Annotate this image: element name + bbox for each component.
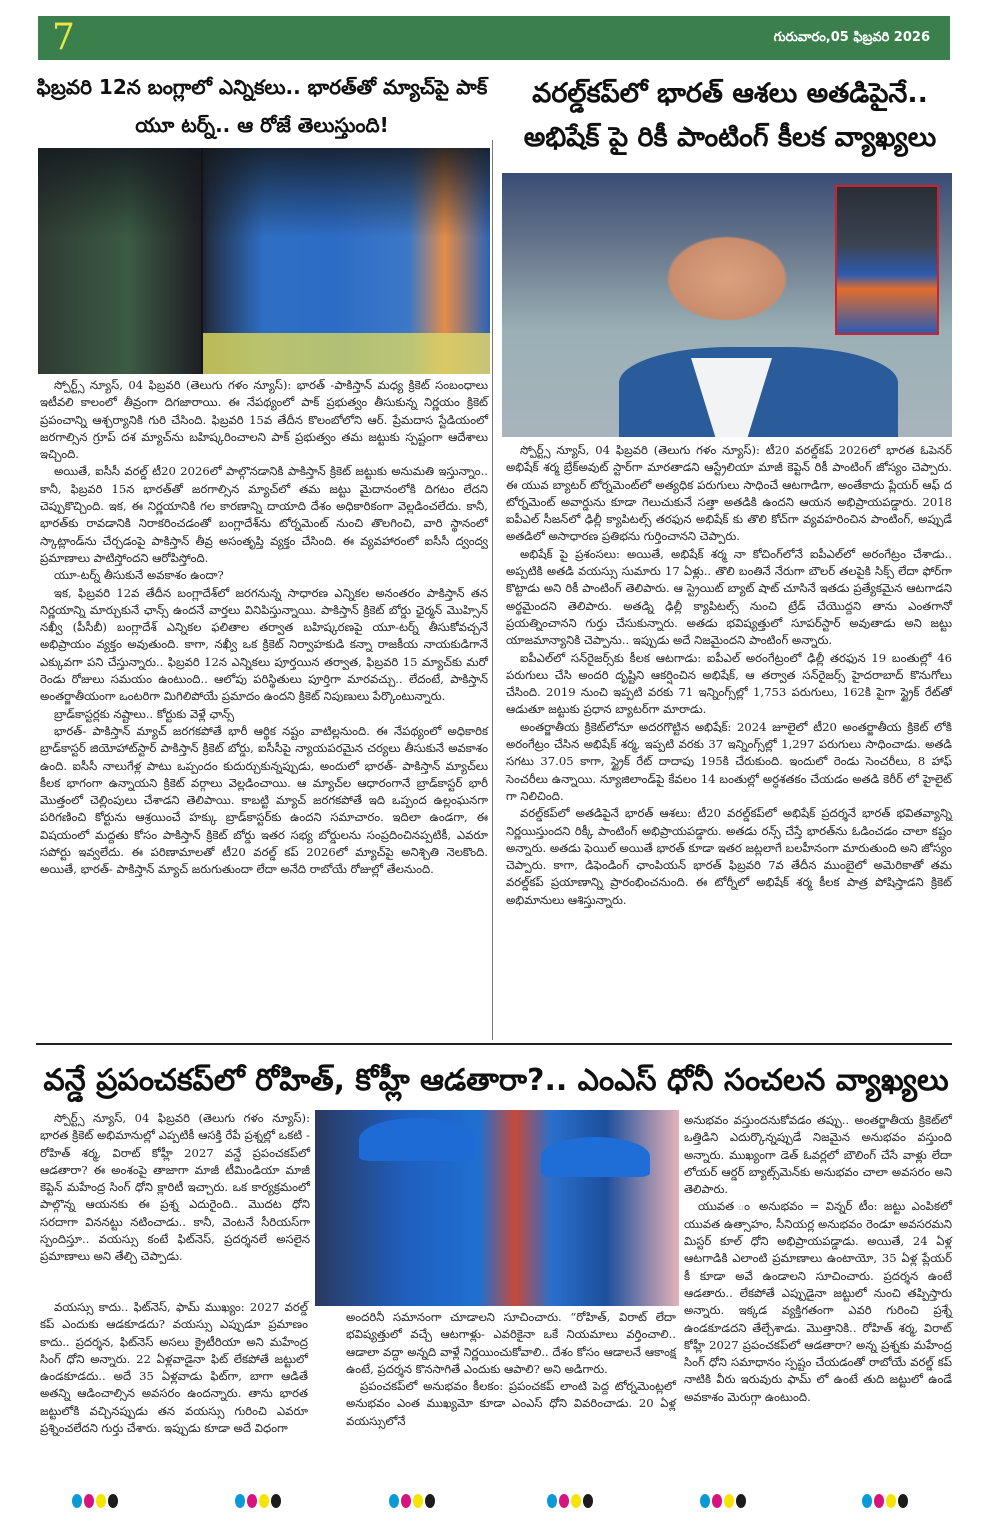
- cmyk-dot-icon: [271, 1494, 281, 1508]
- article-bottom-col1: [40, 1110, 310, 1266]
- cmyk-dot-icon: [235, 1494, 245, 1508]
- cmyk-dot-icon: [247, 1494, 257, 1508]
- cmyk-dot-icon: [898, 1494, 908, 1508]
- cmyk-dot-icon: [886, 1494, 896, 1508]
- article-right-headline: వరల్డ్‌కప్‌లో భారత్ ఆశలు అతడిపైనే.. అభిషేక్ పై రికీ పాంటింగ్ కీలక వ్యాఖ్యలు: [523, 78, 937, 153]
- paragraph: అంతర్జాతీయ క్రికెట్‌లోనూ అదరగొట్టిన అభిషేక్: 2024 జూలైలో టీ20 అంతర్జాతీయ క్రికెట్ లోకి అరంగేట్రం చేసిన అభిషేక్ శర్మ, ఇప్పటి వరకు 37 ఇన్నింగ్స్‌ల్లో 1,297 పరుగులు సాధించాడు. అతడి సగటు 37.05 కాగా, స్ట్రైక్ రేట్ దాదాపు 195కి చేరుకుంది. ఇందులో రెండు సెంచరీలు, 8 హాఫ్ సెంచరీలు ఉన్నాయి. న్యూజిలాండ్‌పై కేవలం 14 బంతుల్లో అర్ధశతకం చేయడం అతడి కెరీర్ లో హైలైట్ గా నిలిచింది.: [506, 719, 952, 803]
- issue-date: గురువారం,05 ఫిబ్రవరి 2026: [773, 30, 930, 45]
- paragraph: ఐపీఎల్‌లో సన్‌రైజర్స్‌కు కీలక ఆటగాడు: ఐపీఎల్ అరంగేట్రంలో ఢిల్లీ తరఫున 19 బంతుల్లో 46 పరుగులు చేసి అందరి దృష్టిని ఆకర్షించిన అభిషేక్, ఆ తర్వాత సన్‌రైజర్స్ హైదరాబాద్ కొనుగోలు చేసింది. 2019 నుంచి ఇప్పటి వరకు 71 ఇన్నింగ్స్‌ల్లో 1,753 పరుగులు, 162కి పైగా స్ట్రైక్ రేట్‌తో ఆడుతూ జట్టుకు ప్రధాన బ్యాటర్‌గా మారాడు.: [506, 650, 952, 717]
- article-left-headline: ఫిబ్రవరి 12న బంగ్లాలో ఎన్నికలు.. భారత్‌తో మ్యాచ్‌పై పాక్ యూ టర్న్.. ఆ రోజే తెలుస్తుంది!: [36, 75, 488, 137]
- inset-player-photo: [835, 185, 939, 335]
- cmyk-dot-icon: [389, 1494, 399, 1508]
- paragraph: యువత ం అనుభవం = విన్నర్ టీం: జట్టు ఎంపికలో యువత ఉత్సాహం, సీనియర్ల అనుభవం రెండూ అవసరమని మిస్టర్ కూల్ ధోని అభిప్రాయపడ్డాడు. అయితే, 24 ఏళ్ల ఆటగాడికి ఎలాంటి ప్రమాణాలు ఉంటాయో, 35 ఏళ్ల ప్లేయర్ కీ కూడా అవే ఉండాలని సూచించారు. ప్రదర్శన ఉంటే ఆడతారు.. లేకపోతే ఎప్పుడైనా జట్టులో నుంచి తప్పిస్తారు అన్నారు. ఇక్కడ వ్యక్తిగతంగా ఎవరి గురించి ప్రశ్నే ఉండకూడదని తేల్చేశాడు. మొత్తానికి.. రోహిత్ శర్మ, విరాట్ కోహ్లీ 2027 ప్రపంచకప్‌లో ఆడతారా? అన్న ప్రశ్నకు మహేంద్ర సింగ్ ధోని సమాధానం స్పష్టం చేయడంతో రాబోయే వరల్డ్ కప్ నాటికి వీరు ఇరువురు ఫామ్ లో ఉంటే తుది జట్టులో ఉండే అవకాశం మెరుగ్గా ఉంటుంది.: [684, 1199, 952, 1404]
- article-right-body: [506, 442, 952, 909]
- cmyk-dot-icon: [96, 1494, 106, 1508]
- subheading: యూ-టర్న్ తీసుకునే అవకాశం ఉందా?: [54, 568, 224, 583]
- paragraph: వరల్డ్‌కప్‌లో అతడిపైనే భారత్ ఆశలు: టీ20 వరల్డ్‌కప్‌లో అభిషేక్ ప్రదర్శనే భారత్ భవితవ్యాన్ని నిర్ణయిస్తుందని రిక్కీ పాంటింగ్ అభిప్రాయపడ్డారు. అతడు రన్స్ చేస్తే భారత్‌ను ఓడించడం చాలా కష్టం అన్నారు. అతడు ఫెయిల్ అయితే భారత్ కూడా ఇతర జట్లలాగే బలహీనంగా మారుతుంది అని జోస్యం చెప్పారు. కాగా, డిఫెండింగ్ ఛాంపియన్ భారత్ ఫిబ్రవరి 7వ తేదీన ముంబైలో అమెరికాతో తమ వరల్డ్‌కప్ ప్రయాణాన్ని ప్రారంభించనుంది. ఈ టోర్నీలో అభిషేక్ శర్మ కీలక పాత్ర పోషిస్తాడని క్రికెట్ అభిమానులు ఆశిస్తున్నారు.: [506, 806, 952, 907]
- cmyk-dot-icon: [700, 1494, 710, 1508]
- cmyk-dot-icon: [84, 1494, 94, 1508]
- article-bottom-headline: వన్డే ప్రపంచకప్‌లో రోహిత్, కోహ్లీ ఆడతారా?.. ఎంఎస్ ధోనీ సంచలన వ్యాఖ్యలు: [43, 1063, 949, 1098]
- paragraph: అభిషేక్ పై ప్రశంసలు: అయితే, అభిషేక్ శర్మ నా కోచింగ్‌లోనే ఐపీఎల్‌లో అరంగేట్రం చేశాడు.. అప్పటికి అతడి వయస్సు సుమారు 17 ఏళ్లు.. తొలి బంతినే నేరుగా బౌలర్ తలపైకి సిక్స్ లేదా ఫోర్‌గా కొట్టాడు అని రికీ పాంటింగ్ తెలిపారు. ఆ స్ట్రెయిట్ బ్యాట్ షాట్ చూసినే ఇతడు ప్రత్యేకమైన ఆటగాడని అర్థమైందని తెలిపారు. అతడ్ని ఢిల్లీ క్యాపిటల్స్ నుంచి ట్రేడ్ చేయొద్దని తాను ఎంతగానో ప్రయత్నించానని గుర్తు చేసుకున్నారు. అతడు భవిష్యత్తులో సూపర్‌స్టార్ అవుతాడు అని జట్టు యాజమాన్యానికి చెప్పాను.. ఇప్పుడు అదే నిజమైందని పాంటింగ్ అన్నారు.: [506, 546, 952, 648]
- cmyk-dot-icon: [583, 1494, 593, 1508]
- subheading: బ్రాడ్‌కాస్టర్లకు నష్టాలు.. కోర్టుకు వెళ్లే ఛాన్స్: [54, 706, 235, 721]
- cmyk-dot-icon: [874, 1494, 884, 1508]
- cmyk-dot-icon: [108, 1494, 118, 1508]
- cmyk-dot-group: [547, 1494, 593, 1508]
- paragraph: అందరినీ సమానంగా చూడాలని సూచించారు. “రోహిత్, విరాట్ లేదా భవిష్యత్తులో వచ్చే ఆటగాళ్లు- ఎవరికైనా ఒకే నియమాలు వర్తించాలి.. ఆడాలా వద్దా అన్నది వాళ్లే నిర్ణయించుకోవాలి.. దేశం కోసం ఆడాలనే ఆకాంక్ష ఉంటే, ప్రదర్శన కొనసాగితే ఎందుకు ఆపాలి? అని అడిగారు.: [346, 1310, 676, 1376]
- paragraph: వయస్సు కాదు.. ఫిట్‌నెస్, ఫామ్ ముఖ్యం: 2027 వరల్డ్ కప్ ఎందుకు ఆడకూడదు? వయస్సు ఎప్పుడూ ప్రమాణం కాదు.. ప్రదర్శన, ఫిట్‌నెస్ అసలు క్రైటీరియా అని మహేంద్ర సింగ్ ధోని అన్నారు. 22 ఏళ్లవాడైనా ఫిట్ లేకపోతే జట్టులో ఉండకూడదు.. అదే 35 ఏళ్లవాడు ఫిట్‌గా, బాగా ఆడితే అతన్ని ఆడించాల్సిన అవసరం ఉందన్నారు. తాను భారత జట్టులోకి వచ్చినప్పుడు తన వయస్సు గురించి ఎవరూ ప్రశ్నించలేదని గుర్తు చేశారు. ఇప్పుడు కూడా అదే విధంగా: [40, 1300, 308, 1436]
- cmyk-dot-icon: [72, 1494, 82, 1508]
- cmyk-dot-group: [862, 1494, 908, 1508]
- paragraph: అయితే, ఐసీసీ వరల్డ్ టీ20 2026లో పాల్గొనడానికి పాకిస్తాన్ క్రికెట్ జట్టుకు అనుమతి ఇస్తున్నాం.. కానీ, ఫిబ్రవరి 15న భారత్‌తో జరగాల్సిన మ్యాచ్‌లో తమ జట్టు మైదానంలోకి దిగటం లేదని చెప్పుకొచ్చింది. ఇక, ఈ నిర్ణయానికి గల కారణాన్ని దాయాది దేశం అధికారికంగా వెల్లడించలేదు. కానీ, భారత్‌కు రావడానికి నిరాకరించడంతో బంగ్లాదేశ్‌ను టోర్నమెంట్ నుంచి తొలగించి, వారి స్థానంలో స్కాట్లాండ్‌ను చేర్చడంపై పాకిస్తాన్ తీవ్ర అసంతృప్తి వ్యక్తం చేసింది. ఈ వ్యవహారంలో ఐసీసీ ద్వంద్వ ప్రమాణాలు పాటిస్తోందని ఆరోపిస్తోంది.: [40, 464, 488, 565]
- section-divider: [36, 1043, 952, 1045]
- cmyk-dot-group: [72, 1494, 118, 1508]
- paragraph: అనుభవం వస్తుందనుకోవడం తప్పు.. అంతర్జాతీయ క్రికెట్‌లో ఒత్తిడిని ఎదుర్కొన్నప్పుడే నిజమైన అనుభవం వస్తుంది అన్నారు. ముఖ్యంగా డెత్ ఓవర్లలో బౌలింగ్ చేసే వాళ్లు లేదా లోయర్ ఆర్డర్ బ్యాట్స్‌మెన్‌కు అనుభవం చాలా అవసరం అని తెలిపారు.: [684, 1113, 952, 1197]
- article-bottom-col1-lower: [40, 1299, 308, 1437]
- cmyk-dot-icon: [736, 1494, 746, 1508]
- cmyk-dot-icon: [425, 1494, 435, 1508]
- article-bottom-photo: [315, 1110, 679, 1306]
- cmyk-dot-icon: [724, 1494, 734, 1508]
- paragraph: స్పోర్ట్స్ న్యూస్, 04 ఫిబ్రవరి (తెలుగు గళం న్యూస్): టీ20 వరల్డ్‌కప్ 2026లో భారత ఓపెనర్ అభిషేక్ శర్మ బ్రేక్‌అవుట్ స్టార్‌గా మారతాడని ఆస్ట్రేలియా మాజీ కెప్టెన్ రికీ పాంటింగ్ జోస్యం చెప్పారు. ఈ యువ బ్యాటర్ టోర్నమెంట్‌లో అత్యధిక పరుగులు సాధించే ఆటగాడిగా, అంతేకాదు ప్లేయర్ ఆఫ్ ద టోర్నమెంట్ అవార్డును కూడా గెలుచుకునే సత్తా అతడికి ఉందని ఆయన అభిప్రాయపడ్డారు. 2018 ఐపీఎల్ సీజన్‌లో ఢిల్లీ క్యాపిటల్స్ తరఫున అభిషేక్ కు తొలి కోచ్‌గా వ్యవహరించిన పాంటింగ్, అప్పుడే అతడిలో అసాధారణ ప్రతిభను గుర్తించానని చెప్పారు.: [506, 443, 952, 544]
- cmyk-dot-icon: [547, 1494, 557, 1508]
- cmyk-dot-icon: [559, 1494, 569, 1508]
- paragraph: భారత్- పాకిస్తాన్ మ్యాచ్ జరగకపోతే భారీ ఆర్థిక నష్టం వాటిల్లనుంది. ఈ నేపథ్యంలో అధికారిక బ్రాడ్‌కాస్టర్ జియోహాట్‌స్టార్ పాకిస్తాన్ క్రికెట్ బోర్డు, ఐసీసీపై న్యాయపరమైన చర్యలు తీసుకునే అవకాశం ఉంది. ఐసీసీ నాలుగేళ్ల పాటు ఒప్పందం కుదుర్చుకున్నప్పుడు, అందులో భారత్- పాకిస్తాన్ మ్యాచ్‌లు కీలక భాగంగా ఉన్నాయని క్రికెట్ వర్గాలు వెల్లడించాయి. ఆ మ్యాచ్‌ల ఆధారంగానే బ్రాడ్‌కాస్టర్ భారీ మొత్తంలో చెల్లింపులు చేశాడని తెలిపాయి. కాబట్టి మ్యాచ్ జరగకపోతే ఇది ఒప్పంద ఉల్లంఘనగా పరిగణించి కోర్టును ఆశ్రయించే హక్కు బ్రాడ్‌కాస్టర్‌కు ఉందని సమాచారం. ఇదిలా ఉండగా, ఈ విషయంలో మద్దతు కోసం పాకిస్తాన్ క్రికెట్ బోర్డు ఇతర సభ్య బోర్డులను సంప్రదించినప్పటికీ, ఎవరూ సపోర్టు ఇవ్వలేదు. ఈ పరిణామాలతో టీ20 వరల్డ్ కప్ 2026లో మ్యాచ్‌పై అనిశ్చితి నెలకొంది. అయితే, భారత్- పాకిస్తాన్ మ్యాచ్ జరుగుతుందా లేదా అనేది రాబోయే రోజుల్లో తేలనుంది.: [40, 723, 488, 877]
- cmyk-dot-icon: [401, 1494, 411, 1508]
- article-left-photo: [38, 148, 490, 374]
- article-left-body: [40, 377, 488, 879]
- article-bottom-col2: [346, 1309, 676, 1430]
- cmyk-dot-icon: [712, 1494, 722, 1508]
- paragraph: స్పోర్ట్స్ న్యూస్, 04 ఫిబ్రవరి (తెలుగు గళం న్యూస్): భారత క్రికెట్ అభిమానుల్లో ఎప్పటికీ ఆసక్తి రేపే ప్రశ్నల్లో ఒకటి - రోహిత్ శర్మ, విరాట్ కోహ్లీ 2027 వన్డే ప్రపంచకప్‌లో ఆడతారా? ఈ అంశంపై తాజాగా మాజీ టీమిండియా మాజీ కెప్టెన్ మహేంద్ర సింగ్ ధోని క్లారిటీ ఇచ్చారు. ఒక కార్యక్రమంలో పాల్గొన్న ఆయనకు ఈ ప్రశ్న ఎదురైంది.. మొదట ధోని సరదాగా విననట్టు నటించాడు.. కానీ, వెంటనే సీరియస్‌గా స్పందిస్తూ.. వయస్సు కంటే ఫిట్‌నెస్, ప్రదర్శనలే అసలైన ప్రమాణాలు అని తేల్చి చెప్పాడు.: [40, 1111, 310, 1264]
- cmyk-dot-icon: [862, 1494, 872, 1508]
- paragraph: ప్రపంచకప్‌లో అనుభవం కీలకం: ప్రపంచకప్ లాంటి పెద్ద టోర్నమెంట్లలో అనుభవం ఎంత ముఖ్యమో కూడా ఎంఎస్ ధోని వివరించాడు. 20 ఏళ్ల వయస్సులోనే: [346, 1379, 676, 1428]
- column-divider: [492, 140, 493, 1040]
- cmyk-dot-group: [235, 1494, 281, 1508]
- article-bottom-col3: [684, 1112, 952, 1406]
- cmyk-dot-icon: [571, 1494, 581, 1508]
- paragraph: స్పోర్ట్స్ న్యూస్, 04 ఫిబ్రవరి (తెలుగు గళం న్యూస్): భారత్ -పాకిస్తాన్ మధ్య క్రికెట్ సంబంధాలు ఇటీవలి కాలంలో తీవ్రంగా దిగజారాయి. ఈ నేపథ్యంలో పాక్ ప్రభుత్వం తీసుకున్న నిర్ణయం క్రికెట్ ప్రపంచాన్ని ఆశ్చర్యానికి గురి చేసింది. ఫిబ్రవరి 15వ తేదీన కొలంబోలోని ఆర్. ప్రేమదాస స్టేడియంలో జరగాల్సిన గ్రూప్ దశ మ్యాచ్‌ను బహిష్కరించాలని పాక్ ప్రభుత్వం తమ జట్టుకు స్పష్టంగా ఆదేశాలు ఇచ్చింది.: [40, 378, 488, 462]
- cmyk-dot-icon: [413, 1494, 423, 1508]
- page-number: 7: [52, 17, 75, 58]
- cmyk-dot-group: [389, 1494, 435, 1508]
- cmyk-dot-icon: [259, 1494, 269, 1508]
- cmyk-dot-group: [700, 1494, 746, 1508]
- masthead-bar: [38, 16, 950, 60]
- paragraph: ఇక, ఫిబ్రవరి 12వ తేదీన బంగ్లాదేశ్‌లో జరగనున్న సాధారణ ఎన్నికల అనంతరం పాకిస్తాన్ తన నిర్ణయాన్ని మార్చుకునే ఛాన్స్ ఉందనే వార్తలు వినిపిస్తున్నాయి. పాకిస్తాన్ క్రికెట్ బోర్డు ఛైర్మన్ మొహ్సిన్ నఖ్వీ (పీసీబీ) బంగ్లాదేశ్ ఎన్నికల ఫలితాల తర్వాత బహిష్కరణపై యూ-టర్న్ తీసుకోవచ్చనే అభిప్రాయం వ్యక్తం అవుతుంది. కాగా, నఖ్వీ ఒక క్రికెట్ నిర్వాహకుడి కన్నా రాజకీయ నాయకుడిగానే ఎక్కువగా పని చేస్తున్నారు.. ఫిబ్రవరి 12న ఎన్నికలు పూర్తయిన తర్వాత, ఫిబ్రవరి 15 మ్యాచ్‌కు మరో రెండు రోజులు సమయం ఉంటుంది.. ఆలోపు పరిస్థితులు పూర్తిగా మారవచ్చు.. లేదంటే, పాకిస్తాన్ అంతర్జాతీయంగా ఒంటరిగా మిగిలిపోయే ప్రమాదం ఉందని క్రికెట్ నిపుణులు పేర్కొంటున్నారు.: [40, 585, 488, 704]
